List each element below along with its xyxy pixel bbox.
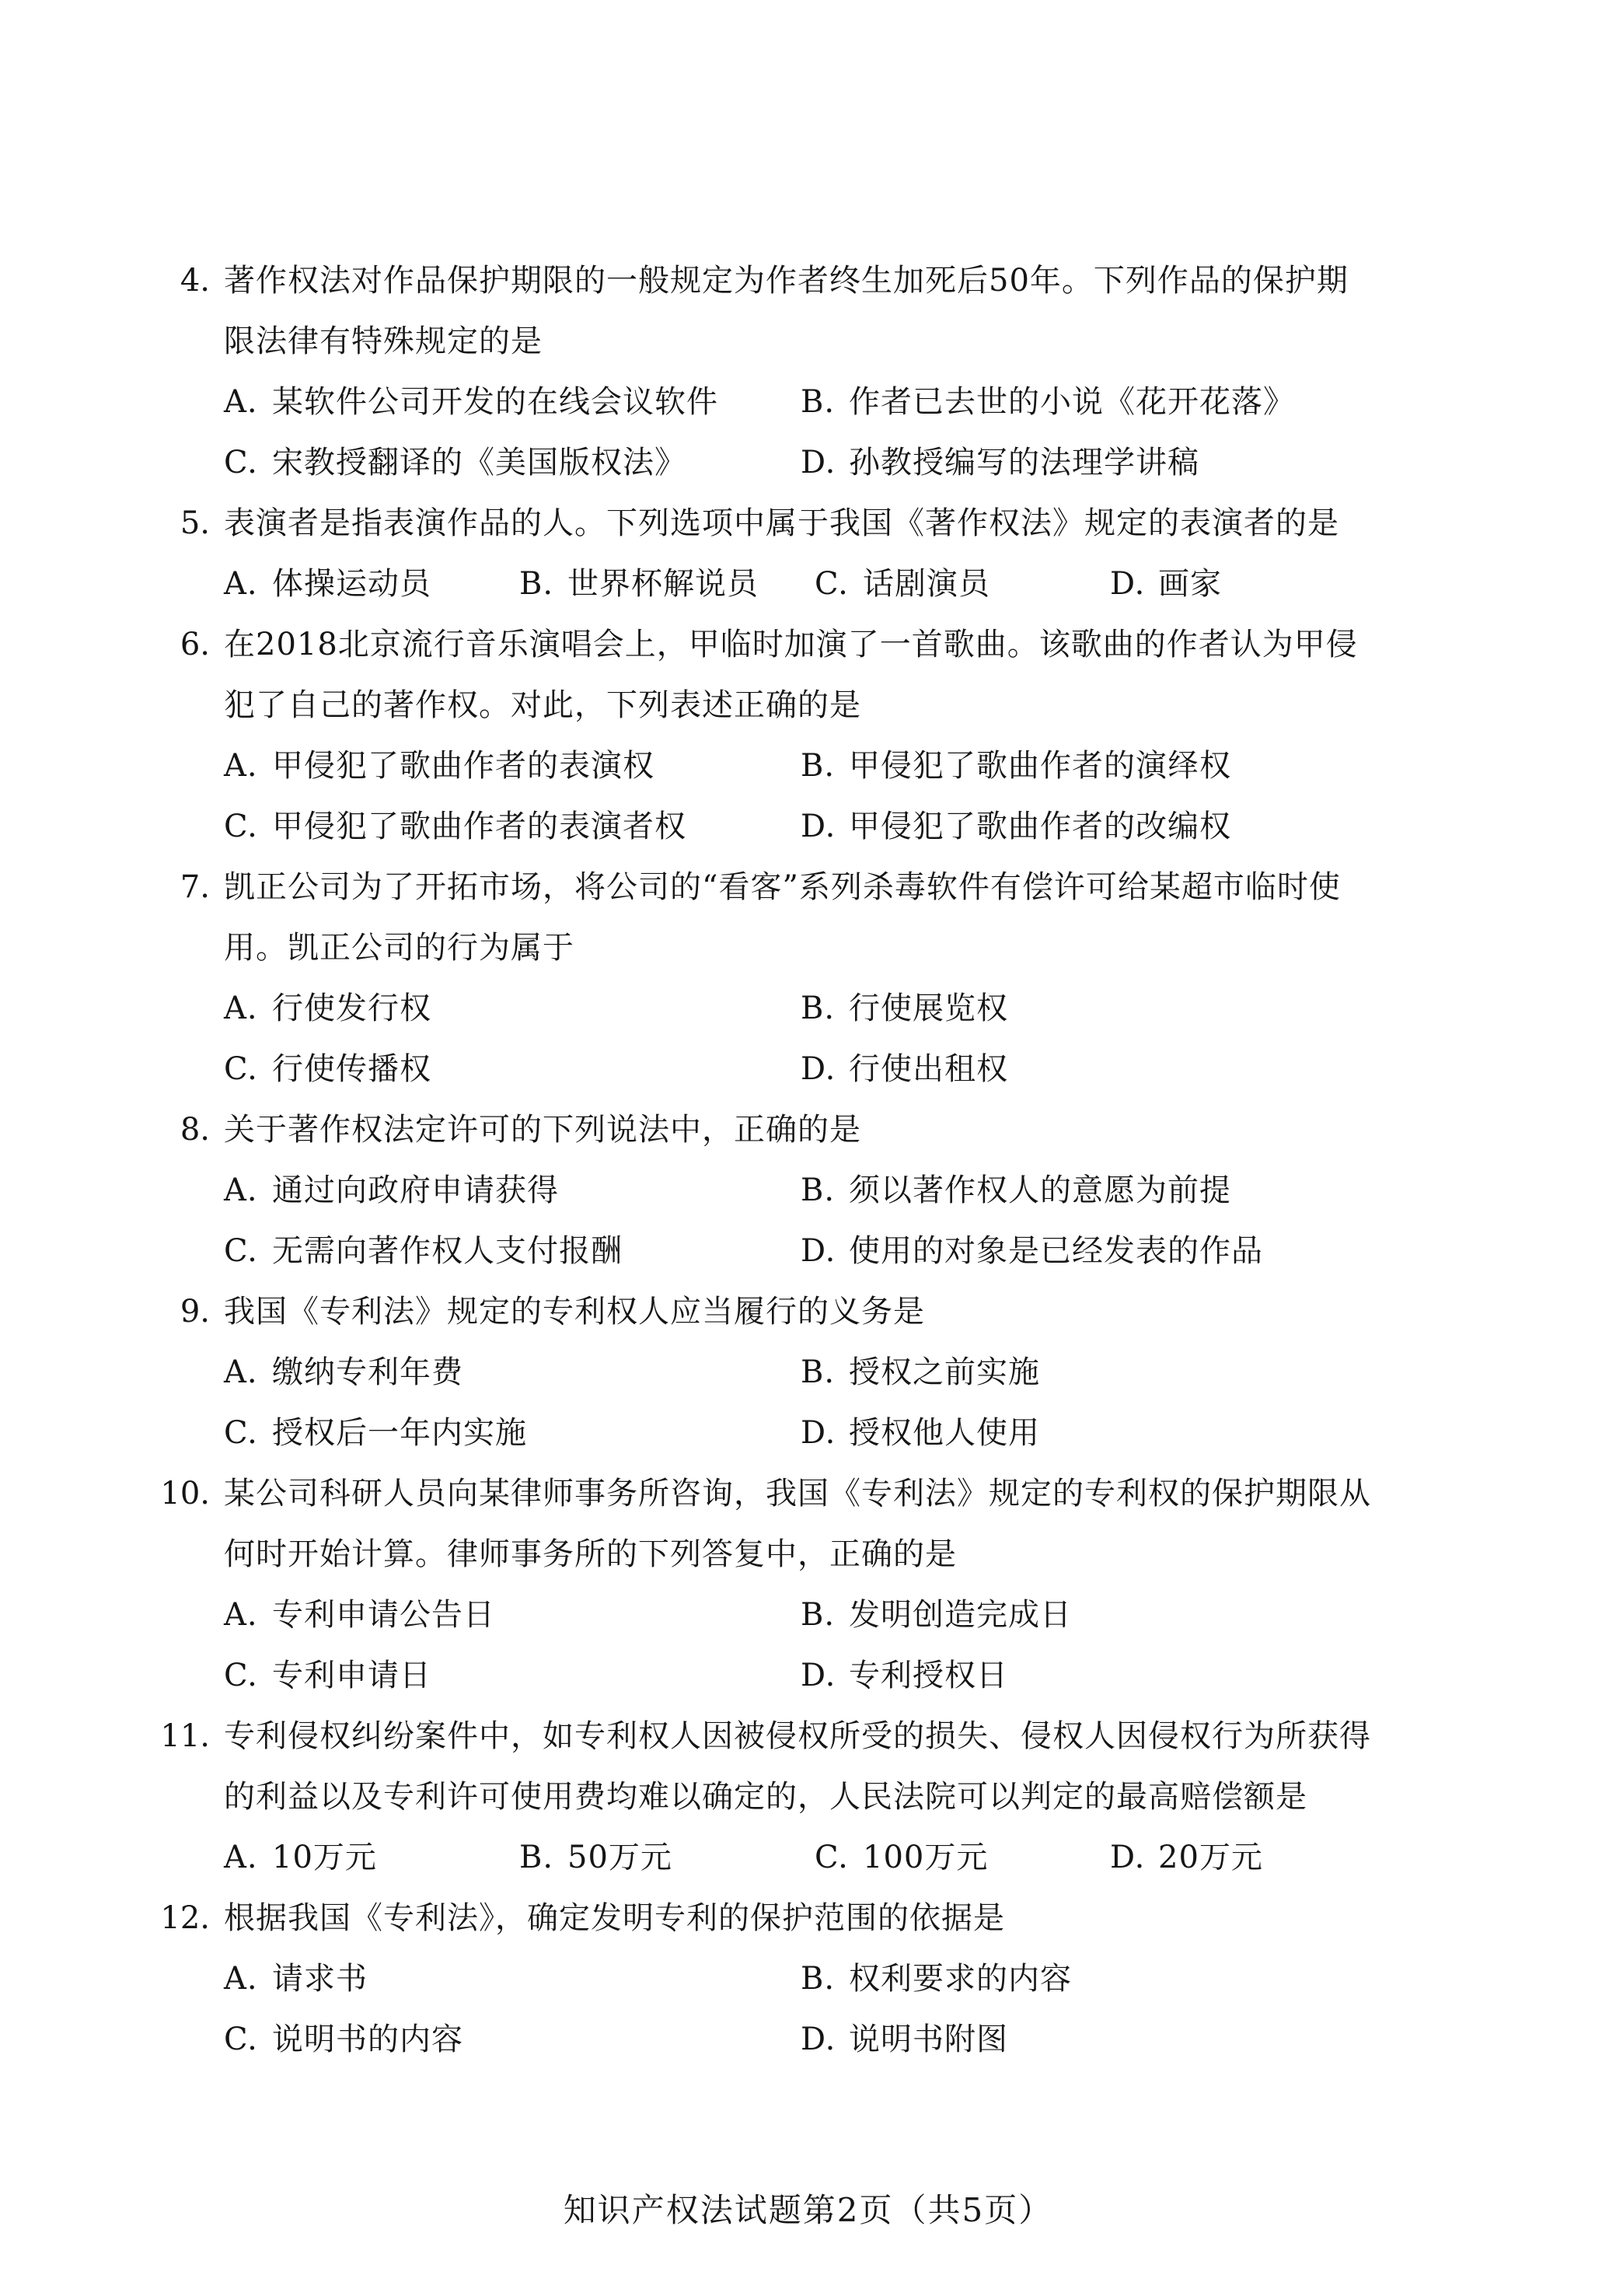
option xyxy=(519,1827,672,1888)
option xyxy=(801,1160,1231,1221)
option-label: B. xyxy=(801,1172,836,1208)
option-text: 甲侵犯了歌曲作者的表演权 xyxy=(272,748,654,784)
page-footer: 知识产权法试题第2页（共5页） xyxy=(563,2191,1053,2229)
question-number: 4. xyxy=(180,263,210,299)
options-row xyxy=(224,1342,1405,1403)
option-text: 100万元 xyxy=(863,1840,989,1875)
option-text: 行使展览权 xyxy=(849,991,1008,1026)
option-text: 须以著作权人的意愿为前提 xyxy=(849,1172,1231,1208)
option-label: B. xyxy=(801,748,836,784)
options-row xyxy=(224,554,1405,614)
option xyxy=(224,1403,527,1463)
options-row xyxy=(224,1039,1405,1099)
option-text: 授权他人使用 xyxy=(849,1415,1040,1451)
option xyxy=(1110,554,1222,614)
option-label: B. xyxy=(801,1354,836,1390)
options-row xyxy=(224,736,1405,796)
options-row xyxy=(224,1645,1405,1706)
option-text: 无需向著作权人支付报酬 xyxy=(272,1233,623,1269)
option xyxy=(801,2009,1008,2070)
option-label: C. xyxy=(815,1840,849,1875)
option-text: 宋教授翻译的《美国版权法》 xyxy=(272,445,686,481)
option-text: 请求书 xyxy=(272,1961,368,1997)
option xyxy=(224,1160,559,1221)
options-row xyxy=(224,1585,1405,1645)
option-label: D. xyxy=(1110,1840,1146,1875)
option xyxy=(224,1039,431,1099)
option-label: C. xyxy=(224,2022,258,2057)
option xyxy=(224,1645,431,1706)
option-text: 画家 xyxy=(1158,566,1222,602)
option xyxy=(224,372,718,432)
option xyxy=(815,554,990,614)
options-row xyxy=(224,372,1405,432)
question-stem: 凯正公司为了开拓市场，将公司的“看客”系列杀毒软件有偿许可给某超市临时使用。凯正公司的行为属于 xyxy=(224,869,1341,966)
option-text: 甲侵犯了歌曲作者的表演者权 xyxy=(272,809,686,844)
option-label: B. xyxy=(801,1961,836,1997)
question-number: 8. xyxy=(180,1112,210,1148)
option-label: D. xyxy=(801,1051,836,1087)
option-label: C. xyxy=(224,1051,258,1087)
option-label: D. xyxy=(801,809,836,844)
option-label: D. xyxy=(801,445,836,481)
option xyxy=(224,1827,377,1888)
option-label: A. xyxy=(224,748,258,784)
option-text: 50万元 xyxy=(567,1840,672,1875)
question-number: 9. xyxy=(180,1294,210,1330)
option xyxy=(801,796,1231,857)
option-text: 专利申请公告日 xyxy=(272,1597,495,1633)
option-text: 行使发行权 xyxy=(272,991,431,1026)
question-stem: 某公司科研人员向某律师事务所咨询，我国《专利法》规定的专利权的保护期限从何时开始计算。律师事务所的下列答复中，正确的是 xyxy=(224,1476,1371,1572)
option-text: 授权之前实施 xyxy=(849,1354,1040,1390)
option-text: 专利授权日 xyxy=(849,1658,1008,1693)
option-label: B. xyxy=(519,1840,554,1875)
options-row xyxy=(224,1160,1405,1221)
option-text: 授权后一年内实施 xyxy=(272,1415,527,1451)
option xyxy=(224,2009,463,2070)
option xyxy=(801,978,1008,1039)
question-stem: 关于著作权法定许可的下列说法中，正确的是 xyxy=(224,1112,861,1148)
option-label: A. xyxy=(224,1597,258,1633)
option-label: C. xyxy=(224,1658,258,1693)
option-label: D. xyxy=(801,1233,836,1269)
option xyxy=(801,1645,1008,1706)
option-text: 某软件公司开发的在线会议软件 xyxy=(272,384,718,420)
option xyxy=(801,1585,1072,1645)
option-text: 体操运动员 xyxy=(272,566,431,602)
question-stem: 在2018北京流行音乐演唱会上，甲临时加演了一首歌曲。该歌曲的作者认为甲侵犯了自己的著作权。对此，下列表述正确的是 xyxy=(224,627,1358,723)
question-number: 7. xyxy=(180,869,210,905)
option-text: 权利要求的内容 xyxy=(849,1961,1072,1997)
option xyxy=(224,1948,368,2009)
option-text: 缴纳专利年费 xyxy=(272,1354,463,1390)
option xyxy=(224,432,686,493)
option xyxy=(224,1342,463,1403)
option xyxy=(1110,1827,1263,1888)
question-number: 10. xyxy=(160,1476,210,1511)
option xyxy=(801,1403,1040,1463)
option-label: A. xyxy=(224,1961,258,1997)
options-row xyxy=(224,432,1405,493)
option-label: B. xyxy=(519,566,554,602)
option-label: A. xyxy=(224,1354,258,1390)
options-row xyxy=(224,1827,1405,1888)
option-label: C. xyxy=(224,809,258,844)
question xyxy=(0,1706,1616,1827)
option-label: A. xyxy=(224,1840,258,1875)
option-text: 发明创造完成日 xyxy=(849,1597,1072,1633)
option-text: 20万元 xyxy=(1158,1840,1263,1875)
question xyxy=(0,857,1616,978)
option xyxy=(801,432,1199,493)
option-text: 说明书附图 xyxy=(849,2022,1008,2057)
option-text: 说明书的内容 xyxy=(272,2022,463,2057)
option-text: 甲侵犯了歌曲作者的演绎权 xyxy=(849,748,1231,784)
option xyxy=(801,372,1295,432)
question-number: 6. xyxy=(180,627,210,662)
option xyxy=(801,1948,1072,2009)
question-number: 11. xyxy=(160,1718,210,1754)
option xyxy=(801,1342,1040,1403)
option-label: C. xyxy=(224,1415,258,1451)
option-text: 专利申请日 xyxy=(272,1658,431,1693)
options-row xyxy=(224,1403,1405,1463)
option-text: 行使出租权 xyxy=(849,1051,1008,1087)
option xyxy=(815,1827,988,1888)
question xyxy=(0,1281,1616,1342)
question-stem: 表演者是指表演作品的人。下列选项中属于我国《著作权法》规定的表演者的是 xyxy=(224,505,1339,541)
option-text: 通过向政府申请获得 xyxy=(272,1172,559,1208)
option-text: 10万元 xyxy=(272,1840,377,1875)
option-text: 行使传播权 xyxy=(272,1051,431,1087)
question-stem: 我国《专利法》规定的专利权人应当履行的义务是 xyxy=(224,1294,925,1330)
option-text: 世界杯解说员 xyxy=(567,566,759,602)
question-number: 12. xyxy=(160,1900,210,1936)
option-text: 话剧演员 xyxy=(863,566,990,602)
option xyxy=(224,1221,623,1281)
option-label: D. xyxy=(801,2022,836,2057)
options-row xyxy=(224,1221,1405,1281)
question xyxy=(0,614,1616,736)
option-label: A. xyxy=(224,1172,258,1208)
options-row xyxy=(224,796,1405,857)
option-label: D. xyxy=(801,1658,836,1693)
options-row xyxy=(224,1948,1405,2009)
option-label: C. xyxy=(224,445,258,481)
option xyxy=(224,554,431,614)
question xyxy=(0,250,1616,372)
option-text: 甲侵犯了歌曲作者的改编权 xyxy=(849,809,1231,844)
option xyxy=(224,796,686,857)
option-label: A. xyxy=(224,566,258,602)
question xyxy=(0,1463,1616,1585)
question xyxy=(0,493,1616,554)
question xyxy=(0,1888,1616,1948)
question-stem: 著作权法对作品保护期限的一般规定为作者终生加死后50年。下列作品的保护期限法律有特殊规定的是 xyxy=(224,263,1349,359)
option-label: C. xyxy=(815,566,849,602)
option-label: A. xyxy=(224,991,258,1026)
option-text: 使用的对象是已经发表的作品 xyxy=(849,1233,1263,1269)
option xyxy=(801,1221,1263,1281)
option-label: B. xyxy=(801,1597,836,1633)
option xyxy=(801,1039,1008,1099)
option xyxy=(224,1585,495,1645)
question-number: 5. xyxy=(180,505,210,541)
option xyxy=(519,554,759,614)
option-label: B. xyxy=(801,384,836,420)
question-stem: 根据我国《专利法》，确定发明专利的保护范围的依据是 xyxy=(224,1900,1005,1936)
option-label: C. xyxy=(224,1233,258,1269)
option-text: 孙教授编写的法理学讲稿 xyxy=(849,445,1199,481)
option-label: D. xyxy=(1110,566,1146,602)
option-label: B. xyxy=(801,991,836,1026)
option-text: 作者已去世的小说《花开花落》 xyxy=(849,384,1295,420)
option-label: D. xyxy=(801,1415,836,1451)
options-row xyxy=(224,2009,1405,2070)
option-label: A. xyxy=(224,384,258,420)
option xyxy=(224,978,431,1039)
question xyxy=(0,1099,1616,1160)
options-row xyxy=(224,978,1405,1039)
question-stem: 专利侵权纠纷案件中，如专利权人因被侵权所受的损失、侵权人因侵权行为所获得的利益以及专利许可使用费均难以确定的，人民法院可以判定的最高赔偿额是 xyxy=(224,1718,1371,1815)
question-list xyxy=(0,250,1616,2070)
option xyxy=(224,736,654,796)
option xyxy=(801,736,1231,796)
